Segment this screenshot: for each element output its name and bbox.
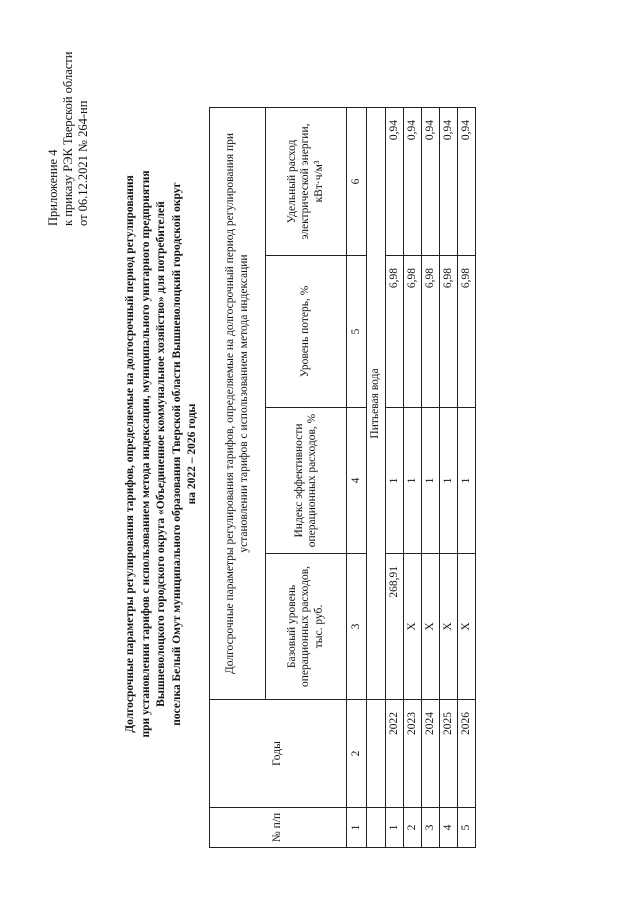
row-energy-consumption: 0,94 [440, 108, 458, 256]
header-loss-level: Уровень потерь, % [266, 256, 347, 408]
row-number: 3 [422, 808, 440, 848]
appendix-number: Приложение 4 [46, 149, 60, 226]
column-number: 2 [347, 700, 367, 808]
table-row [404, 108, 422, 848]
column-number: 4 [347, 408, 367, 554]
row-base-level: X [422, 554, 440, 700]
table-row [422, 108, 440, 848]
row-year: 2023 [404, 700, 422, 808]
header-base-level: Базовый уровень операционных расходов, тыс. руб. [266, 554, 347, 700]
header-row-group [210, 108, 266, 848]
header-number: № п/п [210, 808, 347, 848]
appendix-reference [46, 52, 91, 226]
header-group: Долгосрочные параметры регулирования тарифов, определяемые на долгосрочный период регулирования при установлении тарифов с использованием метода индексации [210, 108, 266, 700]
title-line-4: поселка Белый Омут муниципального образования Тверской области Вышневолоцкий городской округ [170, 182, 183, 726]
tariff-parameters-table [209, 107, 476, 848]
row-number: 1 [386, 808, 404, 848]
row-energy-consumption: 0,94 [386, 108, 404, 256]
row-base-level: X [440, 554, 458, 700]
section-title: Питьевая вода [367, 108, 386, 700]
title-line-5: на 2022 – 2026 годы [186, 403, 198, 505]
row-energy-consumption: 0,94 [404, 108, 422, 256]
column-numbers-row [347, 108, 367, 848]
row-number: 2 [404, 808, 422, 848]
row-number: 4 [440, 808, 458, 848]
row-efficiency-index: 1 [458, 408, 476, 554]
row-efficiency-index: 1 [422, 408, 440, 554]
title-line-1: Долгосрочные параметры регулирования тарифов, определяемые на долгосрочный период регулирования [124, 175, 136, 733]
row-year: 2024 [422, 700, 440, 808]
row-loss-level: 6,98 [404, 256, 422, 408]
title-line-2: при установлении тарифов с использованием метода индексации, муниципального унитарного предприятия [139, 170, 152, 738]
section-spacer [367, 808, 386, 848]
header-efficiency-index: Индекс эффективности операционных расходов, % [266, 408, 347, 554]
appendix-date: от 06.12.2021 № 264-нп [76, 100, 90, 226]
column-number: 3 [347, 554, 367, 700]
header-energy-consumption: Удельный расход электрической энергии, кВт·ч/м³ [266, 108, 347, 256]
title-line-3: Вышневолоцкого городского округа «Объединенное коммунальное хозяйство» для потребителей [155, 201, 167, 707]
row-base-level: 268,91 [386, 554, 404, 700]
column-number: 1 [347, 808, 367, 848]
appendix-order: к приказу РЭК Тверской области [61, 51, 75, 226]
section-row [367, 108, 386, 848]
row-number: 5 [458, 808, 476, 848]
row-loss-level: 6,98 [440, 256, 458, 408]
row-year: 2022 [386, 700, 404, 808]
row-loss-level: 6,98 [422, 256, 440, 408]
table-row [440, 108, 458, 848]
row-energy-consumption: 0,94 [458, 108, 476, 256]
row-efficiency-index: 1 [386, 408, 404, 554]
row-loss-level: 6,98 [386, 256, 404, 408]
row-loss-level: 6,98 [458, 256, 476, 408]
row-efficiency-index: 1 [440, 408, 458, 554]
table-row [386, 108, 404, 848]
row-energy-consumption: 0,94 [422, 108, 440, 256]
section-spacer [367, 700, 386, 808]
column-number: 6 [347, 108, 367, 256]
row-year: 2026 [458, 700, 476, 808]
document-title [123, 74, 201, 834]
row-year: 2025 [440, 700, 458, 808]
row-base-level: X [458, 554, 476, 700]
header-years: Годы [210, 700, 347, 808]
row-efficiency-index: 1 [404, 408, 422, 554]
column-number: 5 [347, 256, 367, 408]
table-row [458, 108, 476, 848]
row-base-level: X [404, 554, 422, 700]
